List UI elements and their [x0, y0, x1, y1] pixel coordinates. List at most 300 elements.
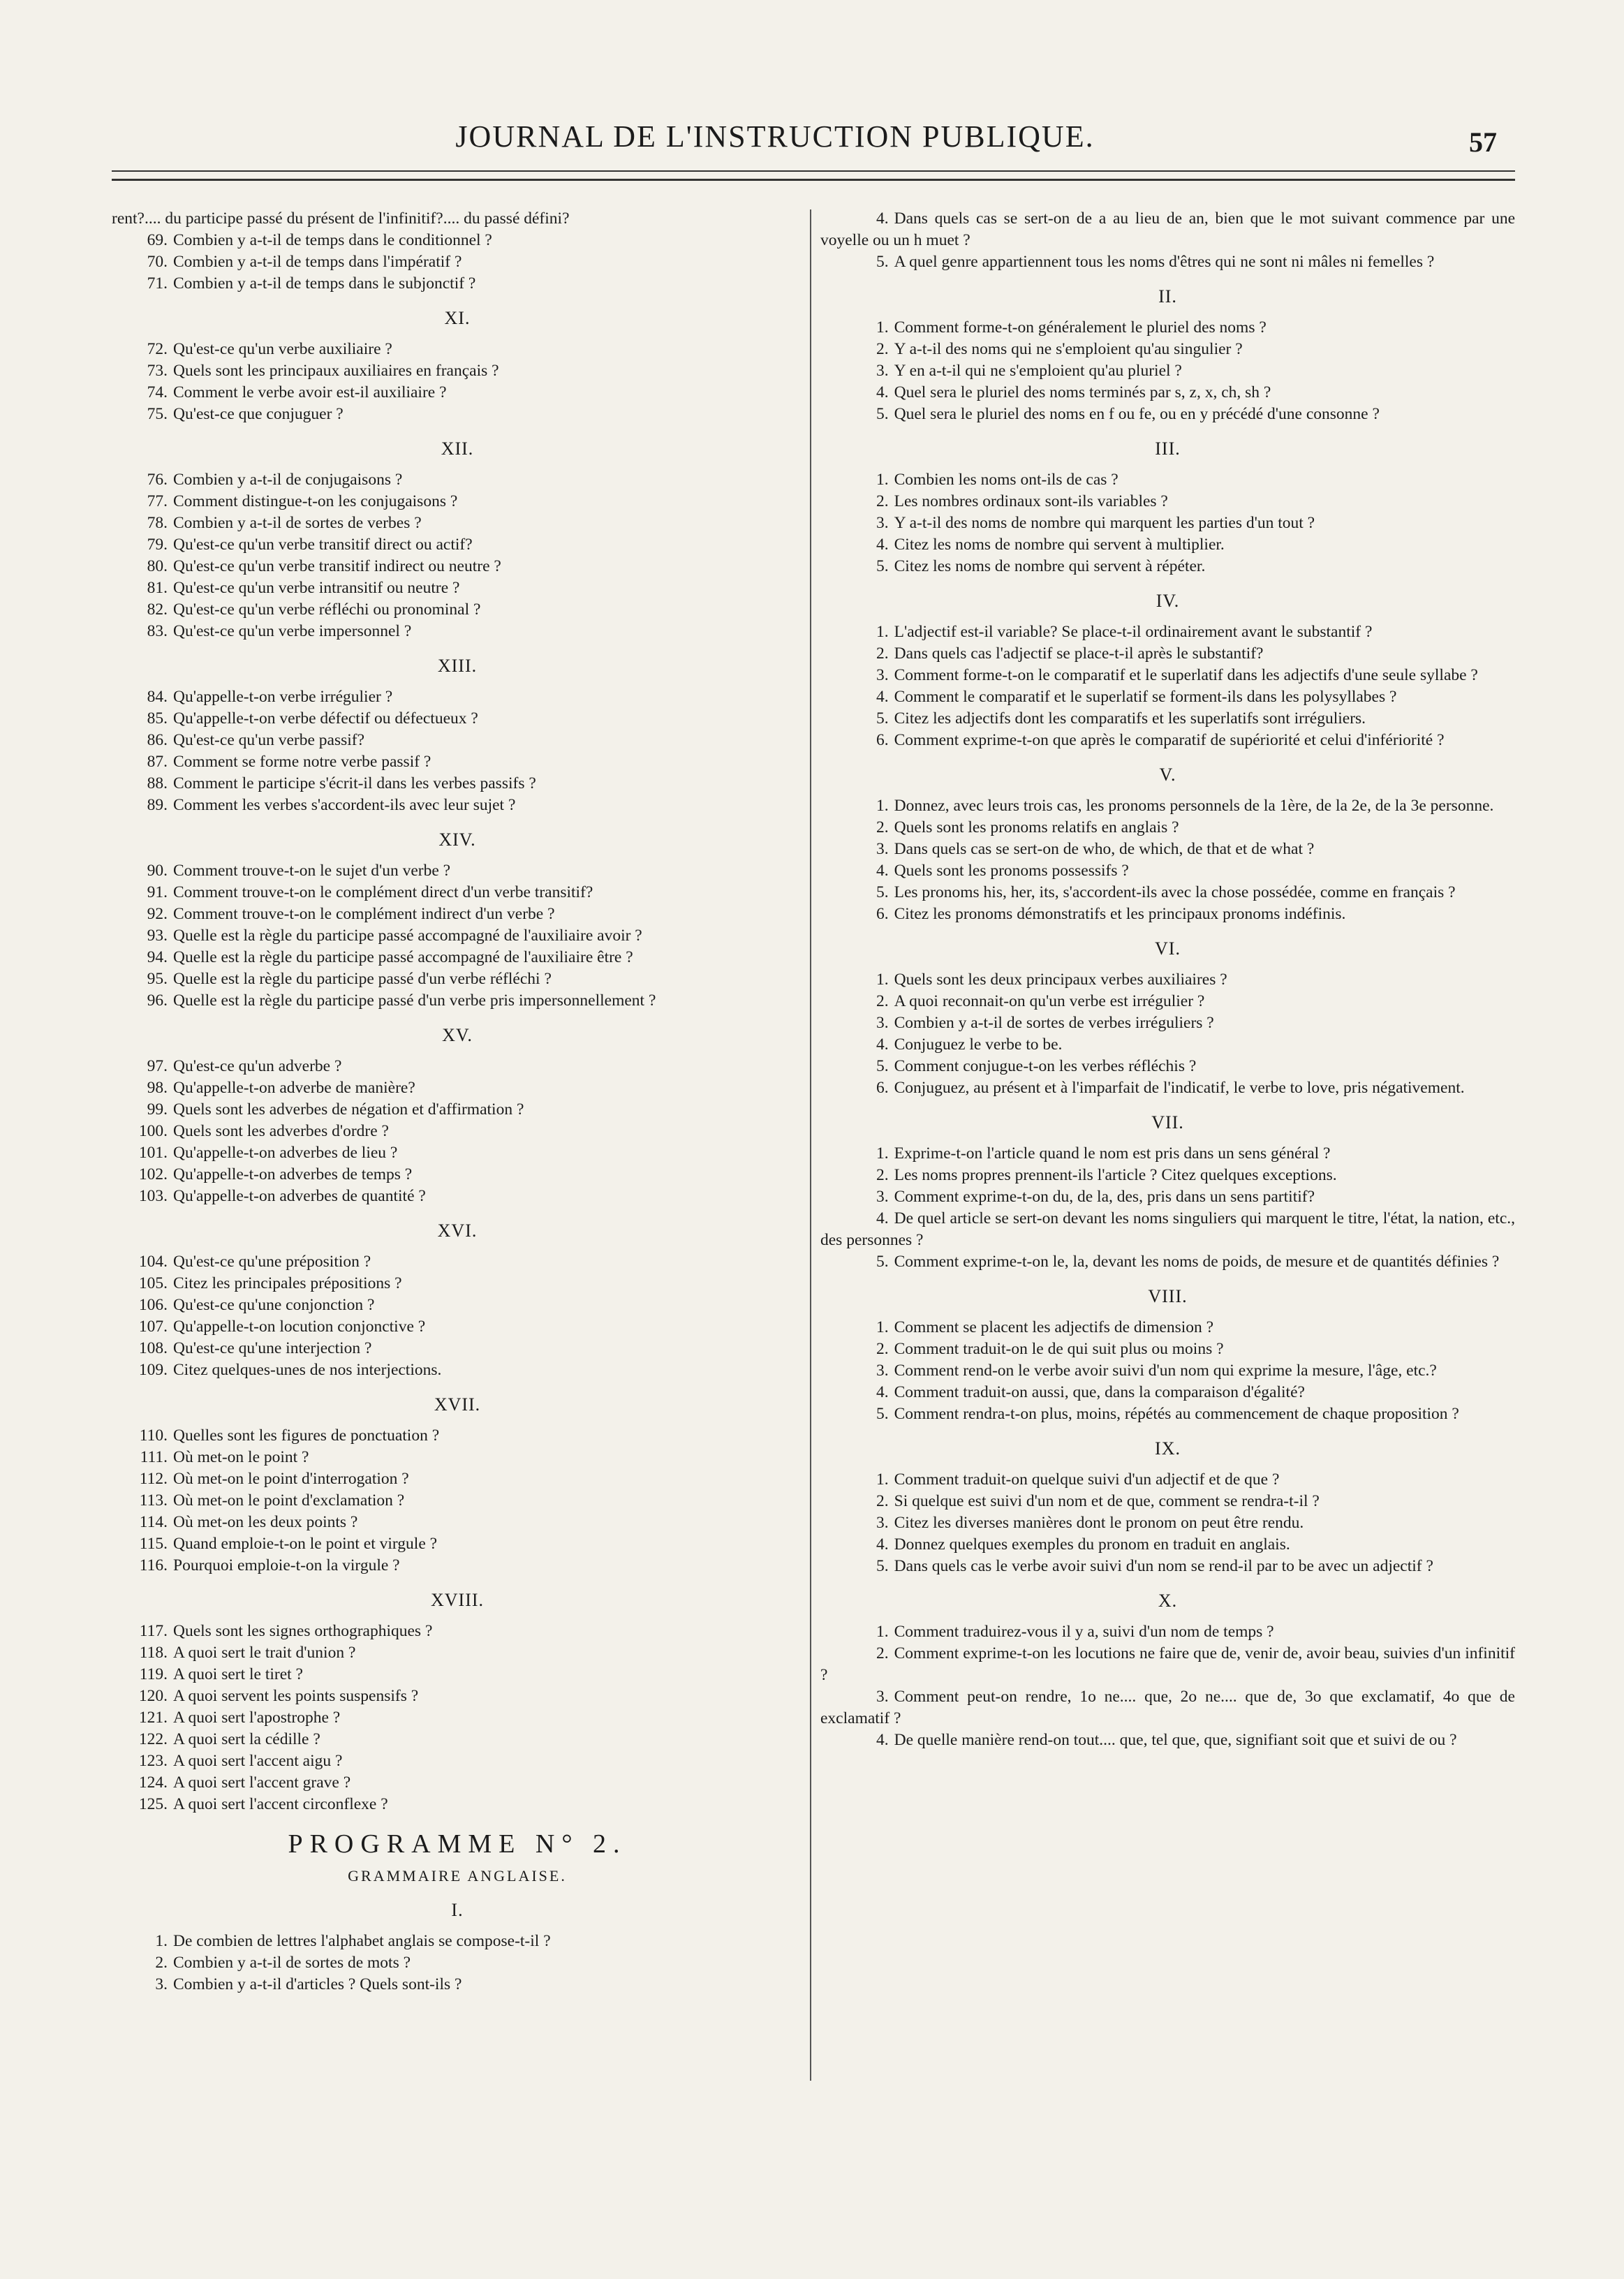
question-number: 6.	[876, 1079, 889, 1097]
question-text: Combien y a-t-il de temps dans l'impératif ?	[173, 253, 462, 271]
section-heading: XVII.	[434, 1394, 481, 1415]
question-item	[112, 621, 803, 642]
question-number: 110.	[139, 1426, 168, 1445]
question-item	[112, 1295, 803, 1316]
question-text: Qu'appelle-t-on verbe défectif ou défectueux ?	[173, 709, 478, 728]
question-number: 1.	[876, 471, 889, 489]
question-text: Conjuguez le verbe to be.	[894, 1035, 1063, 1054]
question-text: Quels sont les pronoms possessifs ?	[894, 862, 1129, 880]
question-text: Exprime-t-on l'article quand le nom est pris dans un sens général ?	[894, 1144, 1331, 1163]
question-text: Comment conjugue-t-on les verbes réfléchis ?	[894, 1057, 1197, 1075]
question-text: Qu'est-ce qu'une interjection ?	[173, 1339, 372, 1357]
question-number: 91.	[147, 883, 168, 901]
question-number: 111.	[140, 1448, 168, 1466]
question-text: Quelle est la règle du participe passé d'un verbe pris impersonnellement ?	[173, 991, 656, 1010]
question-text: De combien de lettres l'alphabet anglais se compose-t-il ?	[173, 1932, 551, 1950]
question-text: Dans quels cas se sert-on de a au lieu de an, bien que le mot suivant commence par une voyelle ou un h muet ?	[820, 209, 1515, 249]
question-number: 85.	[147, 709, 168, 728]
question-number: 123.	[138, 1752, 168, 1770]
question-number: 76.	[147, 471, 168, 489]
question-text: Quels sont les adverbes de négation et d'affirmation ?	[173, 1100, 524, 1119]
question-item	[112, 1750, 803, 1772]
question-number: 4.	[876, 688, 889, 706]
question-text: Quelle est la règle du participe passé accompagné de l'auxiliaire être ?	[173, 948, 633, 966]
question-item	[112, 968, 803, 990]
question-text: Comment distingue-t-on les conjugaisons ?	[173, 492, 458, 510]
question-text: Comment exprime-t-on le, la, devant les noms de poids, de mesure et de quantités définies ?	[894, 1253, 1500, 1271]
question-text: Quels sont les principaux auxiliaires en français ?	[173, 362, 499, 380]
question-item	[820, 1512, 1515, 1534]
question-number: 106.	[138, 1296, 168, 1314]
question-text: Comment traduirez-vous il y a, suivi d'un nom de temps ?	[894, 1623, 1274, 1641]
question-number: 3.	[155, 1975, 168, 1993]
question-number: 5.	[876, 883, 889, 901]
question-number: 1.	[876, 318, 889, 337]
question-item	[112, 1251, 803, 1273]
question-text: Combien y a-t-il de sortes de verbes ?	[173, 514, 422, 532]
question-item	[820, 404, 1515, 425]
question-item	[820, 1208, 1515, 1251]
question-text: A quoi sert le trait d'union ?	[173, 1644, 356, 1662]
question-text: Comment trouve-t-on le sujet d'un verbe ?	[173, 862, 451, 880]
question-item	[820, 686, 1515, 708]
question-text: A quoi sert l'accent circonflexe ?	[173, 1795, 388, 1813]
question-number: 86.	[147, 731, 168, 749]
question-number: 4.	[876, 383, 889, 401]
question-number: 1.	[876, 623, 889, 641]
question-text: Comment le participe s'écrit-il dans les verbes passifs ?	[173, 774, 536, 792]
question-text: Qu'est-ce qu'un verbe impersonnel ?	[173, 622, 412, 640]
question-number: 109.	[138, 1361, 168, 1379]
question-item	[820, 317, 1515, 339]
question-text: Où met-on le point d'interrogation ?	[173, 1470, 409, 1488]
question-text: Comment traduit-on aussi, que, dans la comparaison d'égalité?	[894, 1383, 1305, 1401]
question-number: 103.	[138, 1187, 168, 1205]
section-heading: II.	[1158, 286, 1177, 307]
question-item	[112, 469, 803, 491]
section-heading: XVI.	[437, 1220, 478, 1241]
question-number: 4.	[876, 862, 889, 880]
question-text: Comment les verbes s'accordent-ils avec leur sujet ?	[173, 796, 516, 814]
question-item	[112, 230, 803, 251]
section-heading: XVIII.	[430, 1590, 485, 1610]
question-text: Quels sont les adverbes d'ordre ?	[173, 1122, 389, 1140]
question-text: Qu'est-ce qu'un verbe réfléchi ou pronominal ?	[173, 600, 481, 619]
question-item	[820, 1056, 1515, 1077]
question-number: 2.	[876, 1340, 889, 1358]
question-text: Conjuguez, au présent et à l'imparfait de l'indicatif, le verbe to love, pris négativement.	[894, 1079, 1465, 1097]
question-number: 6.	[876, 731, 889, 749]
question-number: 96.	[147, 991, 168, 1010]
question-item	[112, 708, 803, 730]
question-number: 115.	[139, 1535, 168, 1553]
section-heading: VI.	[1155, 938, 1181, 959]
question-text: Qu'appelle-t-on adverbes de quantité ?	[173, 1187, 426, 1205]
question-item	[112, 860, 803, 882]
question-item	[112, 1512, 803, 1533]
question-number: 3.	[876, 1688, 889, 1706]
question-number: 78.	[147, 514, 168, 532]
question-item	[112, 1273, 803, 1295]
question-item	[112, 1707, 803, 1729]
question-number: 2.	[876, 492, 889, 510]
question-number: 95.	[147, 970, 168, 988]
question-item	[820, 621, 1515, 643]
question-number: 92.	[147, 905, 168, 923]
question-number: 74.	[147, 383, 168, 401]
question-text: Les pronoms his, her, its, s'accordent-ils avec la chose possédée, comme en français ?	[894, 883, 1456, 901]
question-number: 5.	[876, 709, 889, 728]
question-text: Dans quels cas se sert-on de who, de which, de that et de what ?	[894, 840, 1315, 858]
question-item	[820, 382, 1515, 404]
question-number: 3.	[876, 1014, 889, 1032]
question-number: 4.	[876, 209, 889, 228]
question-number: 3.	[876, 666, 889, 684]
question-number: 81.	[147, 579, 168, 597]
question-item	[820, 1077, 1515, 1099]
question-number: 4.	[876, 536, 889, 554]
question-item	[112, 1359, 803, 1381]
column-divider	[810, 209, 811, 2081]
question-text: A quoi reconnait-on qu'un verbe est irrégulier ?	[894, 992, 1205, 1010]
question-item	[112, 730, 803, 751]
page-number: 57	[1469, 126, 1497, 158]
question-text: Comment se placent les adjectifs de dimension ?	[894, 1318, 1214, 1336]
question-number: 93.	[147, 927, 168, 945]
question-text: Comment rend-on le verbe avoir suivi d'un nom qui exprime la mesure, l'âge, etc.?	[894, 1362, 1437, 1380]
question-number: 2.	[876, 644, 889, 663]
question-item	[820, 860, 1515, 882]
question-number: 79.	[147, 536, 168, 554]
question-item	[112, 251, 803, 273]
question-item	[112, 1447, 803, 1468]
question-number: 1.	[876, 1144, 889, 1163]
question-text: Qu'appelle-t-on adverbes de temps ?	[173, 1165, 413, 1183]
question-item	[820, 556, 1515, 577]
question-number: 104.	[138, 1253, 168, 1271]
question-number: 6.	[876, 905, 889, 923]
question-number: 108.	[138, 1339, 168, 1357]
question-text: Y a-t-il des noms de nombre qui marquent les parties d'un tout ?	[894, 514, 1315, 532]
question-text: Qu'est-ce qu'une conjonction ?	[173, 1296, 375, 1314]
question-text: Pourquoi emploie-t-on la virgule ?	[173, 1556, 400, 1574]
question-text: Citez les pronoms démonstratifs et les principaux pronoms indéfinis.	[894, 905, 1346, 923]
section-heading: X.	[1158, 1591, 1178, 1611]
question-number: 3.	[876, 840, 889, 858]
question-item	[112, 1056, 803, 1077]
question-item	[112, 599, 803, 621]
question-text: Qu'est-ce qu'un verbe auxiliaire ?	[173, 340, 392, 358]
question-text: Où met-on le point d'exclamation ?	[173, 1491, 405, 1510]
question-item	[112, 1555, 803, 1577]
question-text: Les noms propres prennent-ils l'article ? Citez quelques exceptions.	[894, 1166, 1337, 1184]
question-text: Qu'appelle-t-on adverbe de manière?	[173, 1079, 415, 1097]
question-item	[820, 1556, 1515, 1577]
question-text: Donnez, avec leurs trois cas, les pronoms personnels de la 1ère, de la 2e, de la 3e personne.	[894, 797, 1494, 815]
section-heading: IV.	[1156, 591, 1180, 611]
question-text: Qu'appelle-t-on verbe irrégulier ?	[173, 688, 393, 706]
question-text: Où met-on les deux points ?	[173, 1513, 358, 1531]
section-heading: VII.	[1151, 1112, 1184, 1133]
question-number: 4.	[876, 1035, 889, 1054]
question-item	[820, 1251, 1515, 1273]
question-text: Qu'est-ce qu'un adverbe ?	[173, 1057, 342, 1075]
question-text: Qu'est-ce que conjuguer ?	[173, 405, 344, 423]
question-text: Comment forme-t-on le comparatif et le superlatif dans les adjectifs d'une seule syllabe ?	[894, 666, 1478, 684]
question-item	[112, 1794, 803, 1815]
page-header-title: JOURNAL DE L'INSTRUCTION PUBLIQUE.	[455, 119, 1095, 154]
question-item	[112, 1490, 803, 1512]
question-text: Quels sont les deux principaux verbes auxiliaires ?	[894, 971, 1227, 989]
question-item	[112, 1099, 803, 1121]
section-heading: XII.	[441, 438, 474, 459]
question-item	[820, 208, 1515, 251]
question-text: Quel sera le pluriel des noms en f ou fe, ou en y précédé d'une consonne ?	[894, 405, 1380, 423]
question-text: Comment rendra-t-on plus, moins, répétés au commencement de chaque proposition ?	[894, 1405, 1459, 1423]
question-item	[820, 1338, 1515, 1360]
question-text: A quoi sert l'accent grave ?	[173, 1773, 351, 1792]
question-number: 94.	[147, 948, 168, 966]
question-text: Comment traduit-on le de qui suit plus ou moins ?	[894, 1340, 1224, 1358]
question-text: Quels sont les pronoms relatifs en anglais ?	[894, 818, 1179, 836]
question-item	[112, 404, 803, 425]
question-item	[820, 534, 1515, 556]
question-number: 70.	[147, 253, 168, 271]
question-item	[112, 1772, 803, 1794]
question-number: 75.	[147, 405, 168, 423]
question-text: Combien y a-t-il de conjugaisons ?	[173, 471, 403, 489]
question-number: 5.	[876, 405, 889, 423]
question-item	[820, 1534, 1515, 1556]
question-item	[112, 1142, 803, 1164]
question-text: Combien y a-t-il de sortes de verbes irréguliers ?	[894, 1014, 1214, 1032]
question-number: 112.	[139, 1470, 168, 1488]
question-text: Citez les diverses manières dont le pronom on peut être rendu.	[894, 1514, 1304, 1532]
question-item	[112, 947, 803, 968]
question-text: Qu'appelle-t-on adverbes de lieu ?	[173, 1144, 398, 1162]
question-number: 122.	[138, 1730, 168, 1748]
question-text: Qu'est-ce qu'un verbe intransitif ou neutre ?	[173, 579, 460, 597]
question-number: 88.	[147, 774, 168, 792]
question-number: 2.	[876, 1166, 889, 1184]
question-item	[820, 1643, 1515, 1686]
question-item	[820, 1143, 1515, 1165]
question-item	[112, 1533, 803, 1555]
question-item	[820, 339, 1515, 360]
question-text: Qu'est-ce qu'un verbe passif?	[173, 731, 365, 749]
question-text: A quel genre appartiennent tous les noms d'êtres qui ne sont ni mâles ni femelles ?	[894, 253, 1435, 271]
question-text: Comment se forme notre verbe passif ?	[173, 753, 431, 771]
question-item	[820, 491, 1515, 512]
question-item	[112, 1974, 803, 1996]
question-item	[112, 1164, 803, 1186]
question-text: Y en a-t-il qui ne s'emploient qu'au pluriel ?	[894, 362, 1182, 380]
question-text: Citez les noms de nombre qui servent à multiplier.	[894, 536, 1225, 554]
question-item	[112, 360, 803, 382]
question-item	[112, 1621, 803, 1642]
question-item	[112, 1338, 803, 1359]
question-text: A quoi sert l'apostrophe ?	[173, 1709, 341, 1727]
question-item	[112, 577, 803, 599]
question-item	[820, 1012, 1515, 1034]
question-item	[112, 686, 803, 708]
question-text: Comment le verbe avoir est-il auxiliaire ?	[173, 383, 447, 401]
question-text: Qu'est-ce qu'un verbe transitif indirect ou neutre ?	[173, 557, 501, 575]
question-item	[820, 882, 1515, 904]
question-number: 71.	[147, 274, 168, 293]
question-item	[820, 1360, 1515, 1382]
question-item	[112, 1425, 803, 1447]
question-item	[112, 904, 803, 925]
question-number: 101.	[138, 1144, 168, 1162]
question-number: 89.	[147, 796, 168, 814]
section-heading: XIV.	[438, 829, 476, 850]
question-item	[820, 1034, 1515, 1056]
question-number: 5.	[876, 1057, 889, 1075]
question-text: Combien y a-t-il de temps dans le subjonctif ?	[173, 274, 476, 293]
question-number: 99.	[147, 1100, 168, 1119]
question-item	[112, 1952, 803, 1974]
question-item	[820, 1186, 1515, 1208]
question-item	[112, 556, 803, 577]
question-number: 5.	[876, 1253, 889, 1271]
question-item	[112, 1642, 803, 1664]
question-number: 4.	[876, 1535, 889, 1554]
question-item	[820, 1621, 1515, 1643]
question-item	[820, 469, 1515, 491]
question-text: Y a-t-il des noms qui ne s'emploient qu'au singulier ?	[894, 340, 1243, 358]
question-number: 117.	[139, 1622, 168, 1640]
question-item	[112, 1316, 803, 1338]
question-text: De quelle manière rend-on tout.... que, tel que, que, signifiant soit que et suivi de ou ?	[894, 1731, 1457, 1749]
question-item	[820, 512, 1515, 534]
question-number: 73.	[147, 362, 168, 380]
question-number: 3.	[876, 1514, 889, 1532]
question-text: Comment forme-t-on généralement le pluriel des noms ?	[894, 318, 1267, 337]
question-number: 82.	[147, 600, 168, 619]
question-number: 102.	[138, 1165, 168, 1183]
question-number: 98.	[147, 1079, 168, 1097]
question-item	[112, 990, 803, 1012]
question-item	[112, 751, 803, 773]
question-item	[112, 534, 803, 556]
question-item	[820, 1382, 1515, 1403]
programme-subtitle: GRAMMAIRE ANGLAISE.	[348, 1867, 567, 1885]
question-text: Quel sera le pluriel des noms terminés par s, z, x, ch, sh ?	[894, 383, 1271, 401]
question-item	[112, 1468, 803, 1490]
question-item	[112, 925, 803, 947]
question-text: Quelle est la règle du participe passé accompagné de l'auxiliaire avoir ?	[173, 927, 642, 945]
question-number: 1.	[876, 797, 889, 815]
question-number: 72.	[147, 340, 168, 358]
question-item	[112, 773, 803, 795]
question-text: Comment exprime-t-on du, de la, des, pris dans un sens partitif?	[894, 1188, 1315, 1206]
question-number: 1.	[876, 971, 889, 989]
section-heading: I.	[451, 1900, 464, 1920]
question-item	[820, 1729, 1515, 1751]
question-text: De quel article se sert-on devant les noms singuliers qui marquent le titre, l'état, la nation, etc., des personnes ?	[820, 1209, 1515, 1249]
question-item	[820, 1317, 1515, 1338]
question-item	[820, 817, 1515, 839]
question-number: 83.	[147, 622, 168, 640]
question-item	[112, 882, 803, 904]
question-number: 4.	[876, 1209, 889, 1227]
question-text: Citez les principales prépositions ?	[173, 1274, 402, 1292]
question-item	[112, 382, 803, 404]
question-number: 114.	[139, 1513, 168, 1531]
question-text: Comment exprime-t-on que après le comparatif de supériorité et celui d'infériorité ?	[894, 731, 1445, 749]
question-number: 119.	[139, 1665, 168, 1683]
question-text: L'adjectif est-il variable? Se place-t-il ordinairement avant le substantif ?	[894, 623, 1373, 641]
header-rule-thin	[112, 170, 1515, 172]
question-item	[820, 1469, 1515, 1491]
question-number: 2.	[876, 1644, 889, 1662]
question-number: 3.	[876, 1188, 889, 1206]
section-heading: IX.	[1155, 1438, 1181, 1459]
question-number: 5.	[876, 253, 889, 271]
question-item	[112, 1931, 803, 1952]
question-text: A quoi servent les points suspensifs ?	[173, 1687, 419, 1705]
question-text: Dans quels cas le verbe avoir suivi d'un nom se rend-il par to be avec un adjectif ?	[894, 1557, 1433, 1575]
question-number: 3.	[876, 514, 889, 532]
question-number: 97.	[147, 1057, 168, 1075]
question-number: 113.	[139, 1491, 168, 1510]
question-number: 124.	[138, 1773, 168, 1792]
question-number: 3.	[876, 1362, 889, 1380]
left-intro-text: rent?.... du participe passé du présent de l'infinitif?.... du passé défini?	[112, 209, 570, 228]
question-text: Dans quels cas l'adjectif se place-t-il après le substantif?	[894, 644, 1264, 663]
section-heading: III.	[1155, 438, 1181, 459]
question-number: 5.	[876, 1557, 889, 1575]
section-heading: XI.	[444, 308, 471, 328]
question-text: Les nombres ordinaux sont-ils variables ?	[894, 492, 1168, 510]
question-text: Quelles sont les figures de ponctuation ?	[173, 1426, 440, 1445]
question-number: 2.	[876, 818, 889, 836]
question-number: 121.	[138, 1709, 168, 1727]
question-number: 5.	[876, 557, 889, 575]
section-heading: XIII.	[437, 656, 478, 676]
question-number: 2.	[155, 1954, 168, 1972]
question-item	[820, 360, 1515, 382]
question-item	[112, 491, 803, 512]
question-number: 1.	[155, 1932, 168, 1950]
question-text: Comment trouve-t-on le complément indirect d'un verbe ?	[173, 905, 555, 923]
question-number: 1.	[876, 1623, 889, 1641]
question-text: Qu'appelle-t-on locution conjonctive ?	[173, 1318, 426, 1336]
question-number: 87.	[147, 753, 168, 771]
question-number: 4.	[876, 1383, 889, 1401]
question-text: Combien y a-t-il de temps dans le conditionnel ?	[173, 231, 492, 249]
section-heading: V.	[1159, 765, 1176, 785]
question-text: Quand emploie-t-on le point et virgule ?	[173, 1535, 438, 1553]
question-text: Si quelque est suivi d'un nom et de que, comment se rendra-t-il ?	[894, 1492, 1320, 1510]
question-text: Combien y a-t-il d'articles ? Quels sont-ils ?	[173, 1975, 462, 1993]
question-item	[820, 969, 1515, 991]
question-item	[112, 1664, 803, 1686]
question-text: Quels sont les signes orthographiques ?	[173, 1622, 433, 1640]
question-text: Citez quelques-unes de nos interjections.	[173, 1361, 442, 1379]
question-item	[820, 643, 1515, 665]
question-number: 2.	[876, 340, 889, 358]
question-item	[112, 273, 803, 295]
question-text: Qu'est-ce qu'une préposition ?	[173, 1253, 371, 1271]
question-item	[820, 251, 1515, 273]
question-item	[112, 1686, 803, 1707]
question-text: A quoi sert la cédille ?	[173, 1730, 320, 1748]
question-text: Quelle est la règle du participe passé d'un verbe réfléchi ?	[173, 970, 552, 988]
question-number: 77.	[147, 492, 168, 510]
question-text: Comment le comparatif et le superlatif se forment-ils dans les polysyllabes ?	[894, 688, 1397, 706]
